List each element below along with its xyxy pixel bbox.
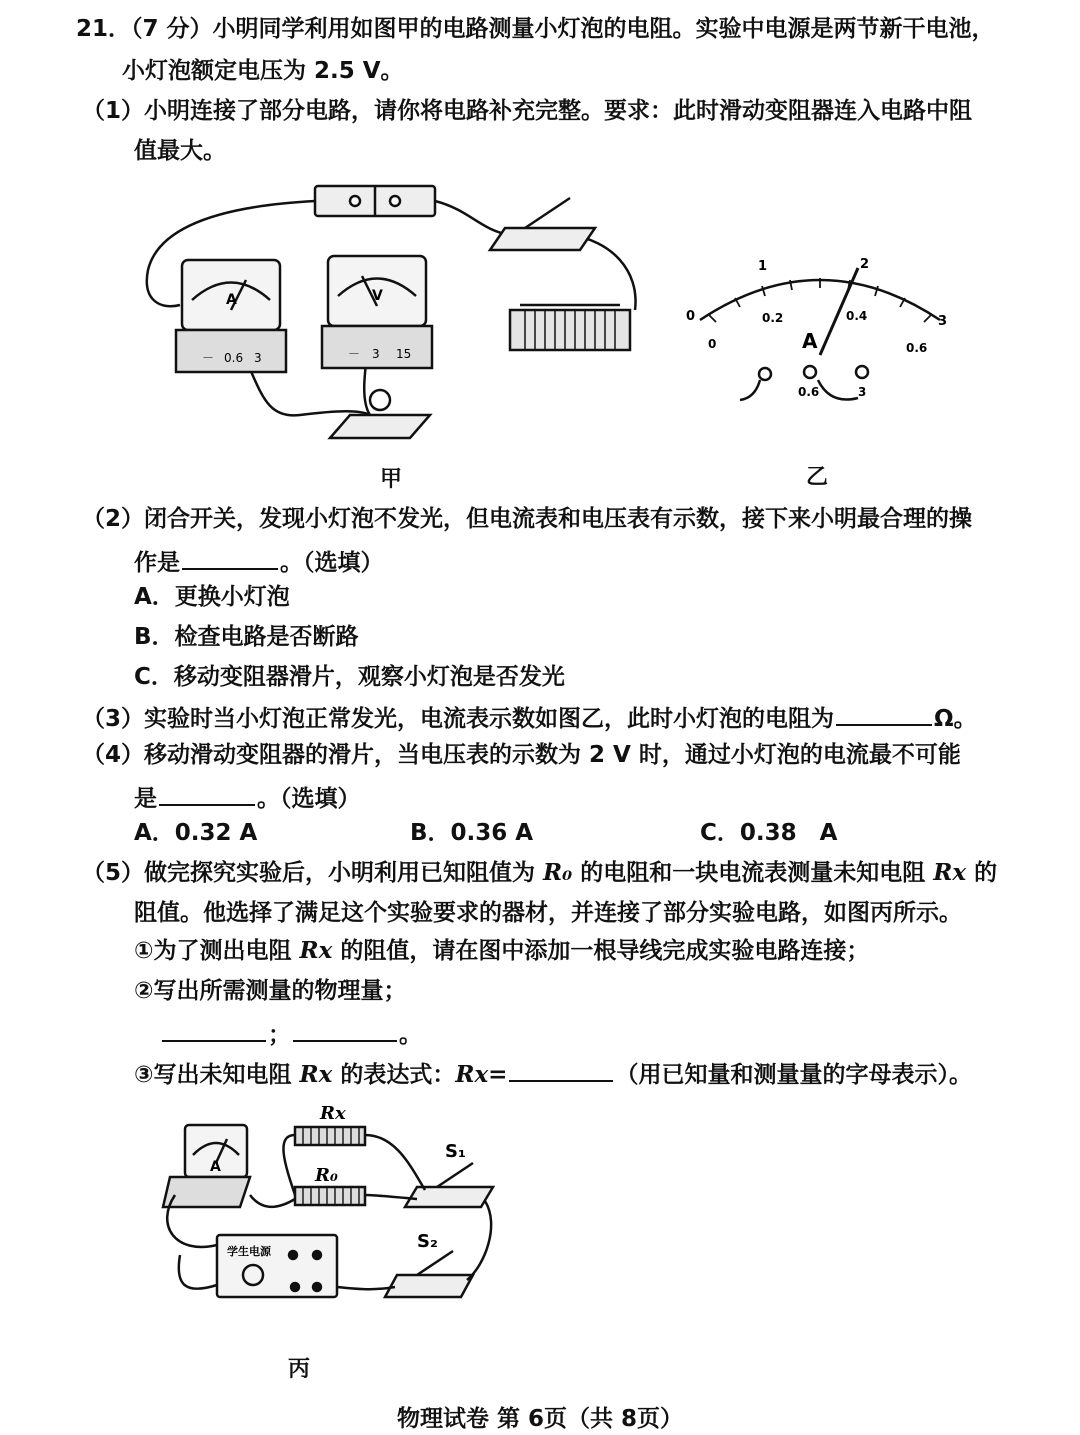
voltmeter-terminal-3: 3 <box>372 347 380 361</box>
part5-measure-blank-2[interactable] <box>293 1016 397 1042</box>
part1-text1: 小明连接了部分电路，请你将电路补充完整。要求：此时滑动变阻器连入电路中阻 <box>144 98 973 124</box>
part2-option-b: B．检查电路是否断路 <box>134 624 359 650</box>
dial-bottom-tick-02: 0.2 <box>762 311 784 325</box>
figure-jia-label: 甲 <box>380 467 403 492</box>
part5-sub1-rx: Rx <box>299 937 333 964</box>
part2-text1: 闭合开关，发现小灯泡不发光，但电流表和电压表有示数，接下来小明最合理的操 <box>144 506 973 532</box>
part4-text1: 移动滑动变阻器的滑片，当电压表的示数为 2 V 时，通过小灯泡的电流最不可能 <box>144 742 961 768</box>
part5-label: （5） <box>82 860 145 886</box>
part1-line1 <box>82 96 972 126</box>
question-number: 21． <box>76 16 132 42</box>
page-footer: 物理试卷 第 6页（共 8页） <box>396 1406 684 1432</box>
part5-sub3-rx1: Rx <box>299 1061 333 1088</box>
part5-sub3 <box>134 1056 972 1090</box>
voltmeter-terminal-15: 15 <box>396 347 412 361</box>
part4-option-a: A．0.32 A <box>134 820 258 846</box>
dial-bottom-tick-06: 0.6 <box>906 341 928 355</box>
part5-sub2-sep: ； <box>268 1022 291 1048</box>
dial-top-tick-3: 3 <box>938 314 948 329</box>
part5-sub3-b: 的表达式： <box>332 1062 456 1088</box>
dial-top-tick-2: 2 <box>860 257 870 272</box>
part3-answer-blank[interactable] <box>836 700 932 726</box>
ammeter-terminal-3: 3 <box>254 351 262 365</box>
part5-text1c: 的 <box>966 860 998 886</box>
question-intro-line2: 小灯泡额定电压为 2.5 V。 <box>122 58 404 84</box>
part5-sub2: ②写出所需测量的物理量； <box>134 978 407 1004</box>
dial-terminal-06: 0.6 <box>798 385 820 399</box>
part5-expression-blank[interactable] <box>509 1056 613 1082</box>
part5-rx-symbol: Rx <box>933 859 967 886</box>
ammeter-terminal-06: 0.6 <box>224 351 244 365</box>
bing-power-label: 学生电源 <box>227 1245 271 1258</box>
part5-sub2-end: 。 <box>399 1022 422 1048</box>
part5-sub3-eq: = <box>488 1062 508 1088</box>
part1-label: （1） <box>82 98 145 124</box>
voltmeter-letter: V <box>372 288 383 304</box>
part5-measure-blank-1[interactable] <box>162 1016 266 1042</box>
part5-text1b: 的电阻和一块电流表测量未知电阻 <box>572 860 934 886</box>
figure-jia-circuit <box>140 180 660 450</box>
question-points: （7 分） <box>131 16 213 42</box>
part4-option-b: B．0.36 A <box>410 820 534 846</box>
part2-text2-pre: 作是 <box>134 550 180 576</box>
part5-sub1 <box>134 936 869 966</box>
part3-text-post: Ω。 <box>934 706 977 732</box>
part1-line2: 值最大。 <box>134 138 226 164</box>
dial-top-tick-1: 1 <box>758 259 768 274</box>
part5-sub1-a: ①为了测出电阻 <box>134 938 300 964</box>
part5-line2: 阻值。他选择了满足这个实验要求的器材，并连接了部分实验电路，如图丙所示。 <box>134 900 962 926</box>
voltmeter-terminal-neg: － <box>348 347 361 361</box>
dial-letter: A <box>802 329 818 353</box>
part3-line <box>82 700 977 734</box>
part2-option-a: A．更换小灯泡 <box>134 584 290 610</box>
figure-bing-label: 丙 <box>288 1357 311 1382</box>
part5-sub3-rx2: Rx <box>455 1061 489 1088</box>
ammeter-terminal-neg: － <box>202 351 215 365</box>
question-intro-line1: 小明同学利用如图甲的电路测量小灯泡的电阻。实验中电源是两节新干电池， <box>212 16 995 42</box>
part2-line1 <box>82 504 972 534</box>
part4-line2 <box>134 780 361 814</box>
bing-r0-label: R₀ <box>315 1165 338 1186</box>
part2-line2 <box>134 544 384 578</box>
part4-text2-pre: 是 <box>134 786 157 812</box>
part5-line1 <box>82 858 997 888</box>
dial-bottom-tick-04: 0.4 <box>846 309 868 323</box>
part4-line1 <box>82 740 961 770</box>
question-header <box>76 14 995 44</box>
part5-sub3-a: ③写出未知电阻 <box>134 1062 300 1088</box>
part5-sub1-b: 的阻值，请在图中添加一根导线完成实验电路连接； <box>332 938 870 964</box>
bing-s2-label: S₂ <box>417 1231 438 1252</box>
part4-option-c: C．0.38 A <box>700 820 838 846</box>
figure-yi-dial <box>680 250 960 410</box>
bing-rx-label: Rx <box>320 1103 346 1124</box>
bing-s1-label: S₁ <box>445 1141 466 1162</box>
part5-r0-symbol: R₀ <box>543 859 573 886</box>
part3-label: （3） <box>82 706 145 732</box>
part3-text-pre: 实验时当小灯泡正常发光，电流表示数如图乙，此时小灯泡的电阻为 <box>144 706 835 732</box>
part4-answer-blank[interactable] <box>159 780 255 806</box>
part2-label: （2） <box>82 506 145 532</box>
part5-text1a: 做完探究实验后，小明利用已知阻值为 <box>144 860 544 886</box>
bing-ammeter-letter: A <box>210 1159 221 1175</box>
part2-answer-blank[interactable] <box>182 544 278 570</box>
part4-text2-post: 。（选填） <box>257 786 361 812</box>
dial-bottom-tick-0: 0 <box>708 337 717 351</box>
part2-text2-post: 。（选填） <box>280 550 384 576</box>
dial-top-tick-0: 0 <box>686 309 696 324</box>
part2-option-c: C．移动变阻器滑片，观察小灯泡是否发光 <box>134 664 565 690</box>
figure-yi-label: 乙 <box>806 465 829 490</box>
part5-sub3-d: （用已知量和测量量的字母表示）。 <box>615 1062 972 1088</box>
dial-terminal-3: 3 <box>858 385 867 399</box>
figure-bing-circuit <box>155 1095 515 1330</box>
part4-label: （4） <box>82 742 145 768</box>
ammeter-letter: A <box>226 292 237 308</box>
part5-sub2-blanks <box>160 1016 422 1050</box>
